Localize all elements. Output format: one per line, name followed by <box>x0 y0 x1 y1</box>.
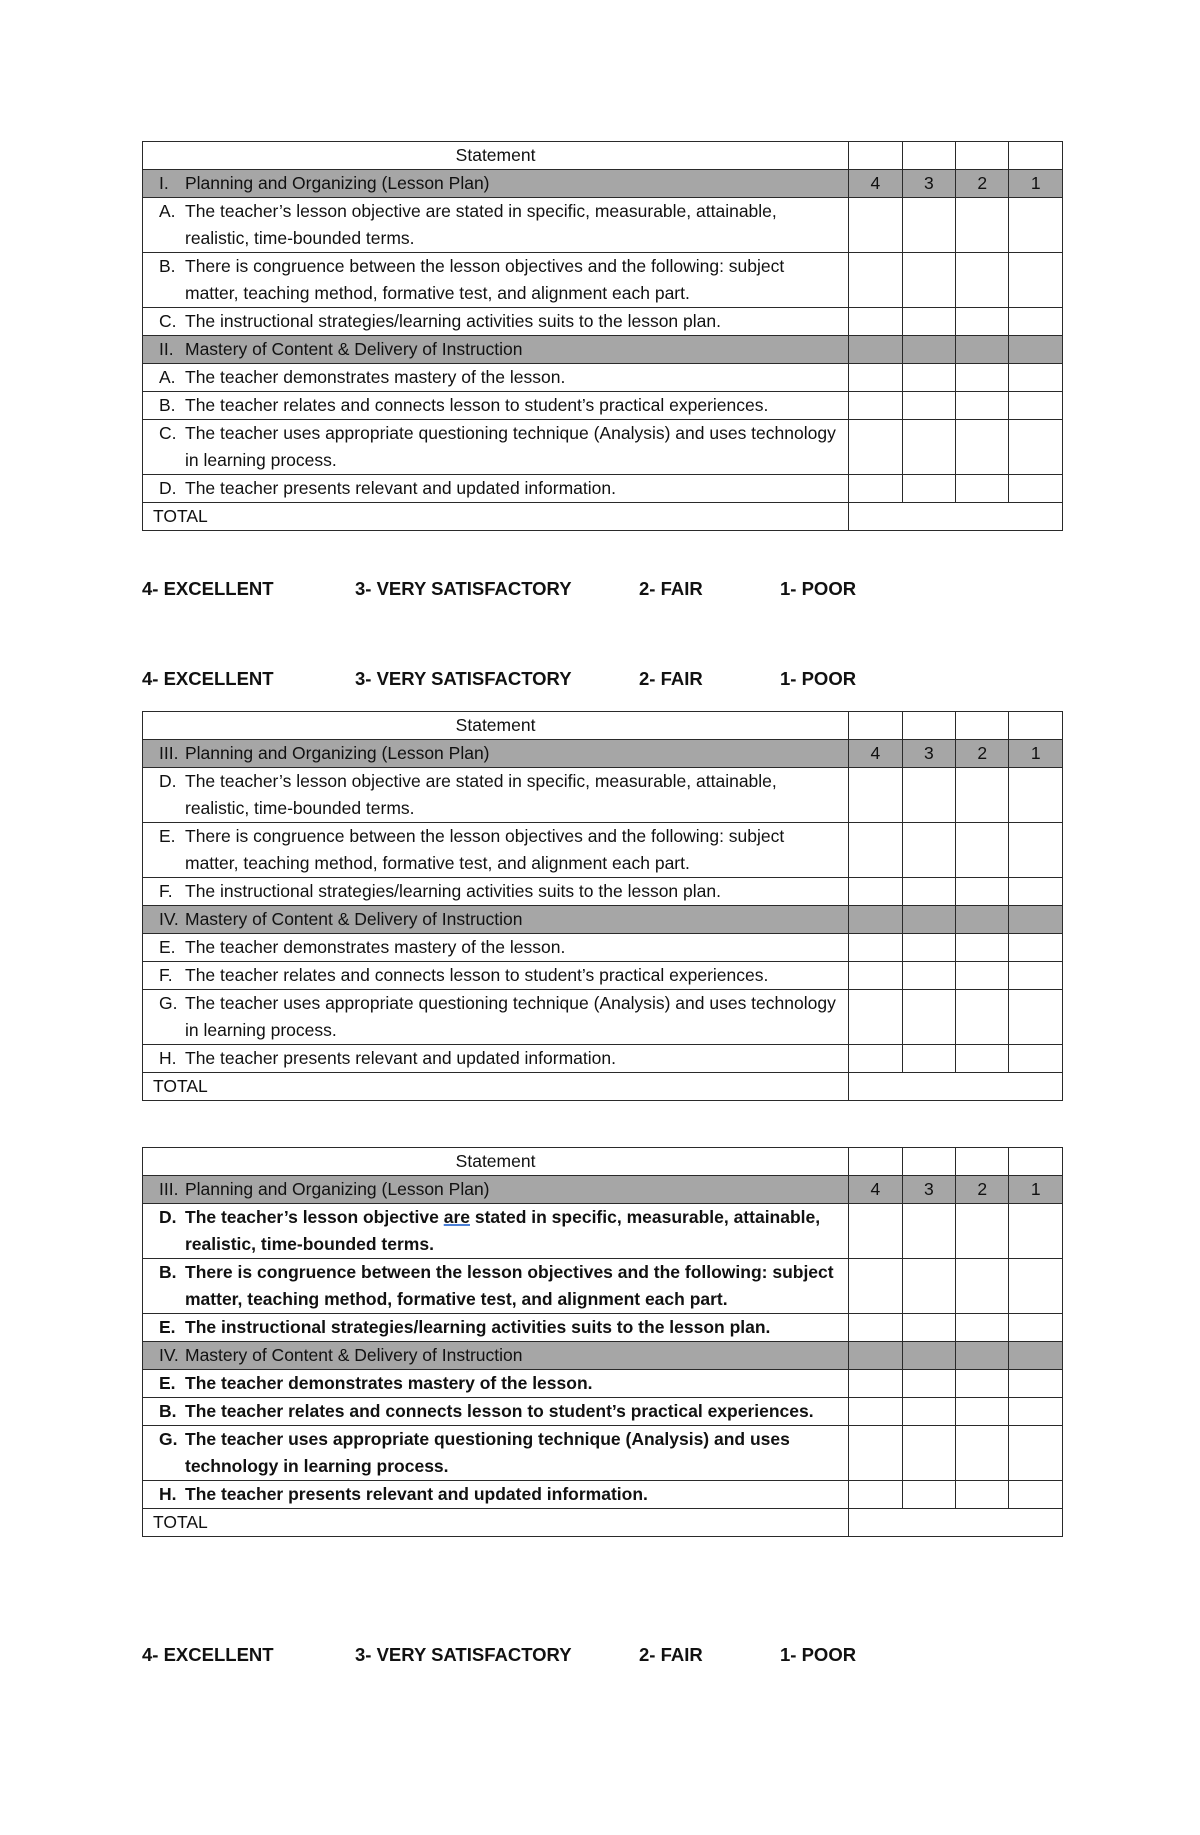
item-text: The teacher demonstrates mastery of the lesson. <box>185 1373 593 1393</box>
legend-poor: 1- POOR <box>780 1644 857 1665</box>
rating-cell[interactable] <box>849 962 902 990</box>
legend-fair: 2- FAIR <box>639 1644 703 1665</box>
total-value-cell[interactable] <box>849 1509 1063 1537</box>
item-letter: F. <box>159 965 173 985</box>
rating-cell[interactable] <box>902 962 955 990</box>
item-letter: H. <box>159 1484 177 1504</box>
item-text: The teacher’s lesson objective are stated in specific, measurable, attainable, realistic, time-bounded terms. <box>185 201 777 248</box>
scale-4: 4 <box>849 1176 902 1204</box>
section-row <box>143 1176 1063 1204</box>
item-letter: B. <box>159 395 176 415</box>
item-letter: G. <box>159 993 178 1013</box>
rating-cell[interactable] <box>1009 1426 1063 1481</box>
item-letter: A. <box>159 367 176 387</box>
table-row <box>143 1259 1063 1314</box>
header-blank-cell <box>902 142 955 170</box>
item-text-start: The teacher’s lesson objective <box>185 1207 444 1227</box>
rating-cell[interactable] <box>849 1370 902 1398</box>
scale-3: 3 <box>902 170 955 198</box>
evaluation-table-3 <box>142 1147 1063 1537</box>
rating-cell[interactable] <box>1009 990 1063 1045</box>
header-blank-cell <box>1009 142 1063 170</box>
item-text: The teacher’s lesson objective are stated in specific, measurable, attainable, realistic, time-bounded terms. <box>185 771 777 818</box>
rating-cell[interactable] <box>849 1481 902 1509</box>
table-row <box>143 878 1063 906</box>
scale-1: 1 <box>1009 170 1063 198</box>
rating-cell[interactable] <box>956 364 1009 392</box>
header-blank-cell <box>902 712 955 740</box>
item-letter: D. <box>159 1207 177 1227</box>
rating-cell[interactable] <box>902 420 955 475</box>
rating-cell[interactable] <box>1009 1370 1063 1398</box>
item-letter: D. <box>159 478 177 498</box>
rating-cell[interactable] <box>956 1204 1009 1259</box>
header-blank-cell <box>1009 712 1063 740</box>
table-row <box>143 823 1063 878</box>
section-title: Mastery of Content & Delivery of Instruction <box>185 909 523 929</box>
total-row <box>143 1509 1063 1537</box>
section-title: Planning and Organizing (Lesson Plan) <box>185 743 490 763</box>
header-statement: Statement <box>143 142 849 170</box>
table-row <box>143 1426 1063 1481</box>
rating-cell[interactable] <box>956 823 1009 878</box>
rating-cell[interactable] <box>1009 364 1063 392</box>
section-number: IV. <box>159 1345 179 1365</box>
rating-cell[interactable] <box>1009 1045 1063 1073</box>
item-text: The teacher demonstrates mastery of the lesson. <box>185 367 566 387</box>
scale-3: 3 <box>902 1176 955 1204</box>
header-blank-cell <box>956 142 1009 170</box>
rating-cell[interactable] <box>956 420 1009 475</box>
header-statement: Statement <box>143 1148 849 1176</box>
table-row <box>143 253 1063 308</box>
rating-cell[interactable] <box>902 1481 955 1509</box>
rating-cell[interactable] <box>1009 420 1063 475</box>
rating-cell[interactable] <box>1009 1314 1063 1342</box>
scale-4: 4 <box>849 170 902 198</box>
item-text: The teacher uses appropriate questioning technique (Analysis) and uses technology in learning process. <box>185 1429 790 1476</box>
scale-3: 3 <box>902 740 955 768</box>
table-row <box>143 364 1063 392</box>
item-letter: F. <box>159 881 173 901</box>
rating-cell[interactable] <box>1009 962 1063 990</box>
table-header-row <box>143 712 1063 740</box>
item-text: The teacher presents relevant and updated information. <box>185 1048 616 1068</box>
item-letter: C. <box>159 311 177 331</box>
section-number: III. <box>159 743 179 763</box>
header-blank-cell <box>849 1148 902 1176</box>
rating-cell[interactable] <box>1009 823 1063 878</box>
rating-cell[interactable] <box>1009 198 1063 253</box>
scale-2: 2 <box>956 740 1009 768</box>
rating-cell[interactable] <box>902 392 955 420</box>
table-row <box>143 475 1063 503</box>
rating-cell[interactable] <box>956 1314 1009 1342</box>
item-text-end: stated in specific, measurable, attainable, realistic, time-bounded terms. <box>185 1207 821 1254</box>
item-letter: E. <box>159 937 176 957</box>
rating-cell[interactable] <box>956 990 1009 1045</box>
rating-cell[interactable] <box>849 198 902 253</box>
legend-very-satisfactory: 3- VERY SATISFACTORY <box>355 668 572 689</box>
item-letter: H. <box>159 1048 177 1068</box>
legend-poor: 1- POOR <box>780 668 857 689</box>
scale-4: 4 <box>849 740 902 768</box>
rating-cell[interactable] <box>902 253 955 308</box>
evaluation-table-2 <box>142 711 1063 1101</box>
rating-cell[interactable] <box>902 1398 955 1426</box>
item-text: There is congruence between the lesson objectives and the following: subject matter, teaching method, formative test, and alignment each part. <box>185 1262 834 1309</box>
rating-cell[interactable] <box>849 934 902 962</box>
rating-cell[interactable] <box>902 878 955 906</box>
table-row <box>143 962 1063 990</box>
table-row <box>143 1398 1063 1426</box>
table-row <box>143 392 1063 420</box>
rating-cell[interactable] <box>956 475 1009 503</box>
section-title: Planning and Organizing (Lesson Plan) <box>185 173 490 193</box>
scale-2: 2 <box>956 170 1009 198</box>
rating-cell[interactable] <box>956 1045 1009 1073</box>
item-text: The teacher relates and connects lesson to student’s practical experiences. <box>185 1401 814 1421</box>
rating-cell[interactable] <box>849 990 902 1045</box>
item-letter: B. <box>159 1262 177 1282</box>
rating-cell[interactable] <box>1009 878 1063 906</box>
header-blank-cell <box>1009 1148 1063 1176</box>
total-row <box>143 1073 1063 1101</box>
rating-cell[interactable] <box>902 823 955 878</box>
table-header-row <box>143 142 1063 170</box>
header-statement: Statement <box>143 712 849 740</box>
legend-very-satisfactory: 3- VERY SATISFACTORY <box>355 578 572 599</box>
section-title: Mastery of Content & Delivery of Instruction <box>185 1345 523 1365</box>
rating-cell[interactable] <box>956 253 1009 308</box>
rating-cell[interactable] <box>849 364 902 392</box>
rating-cell[interactable] <box>1009 253 1063 308</box>
rating-cell[interactable] <box>902 1259 955 1314</box>
item-text: The teacher relates and connects lesson to student’s practical experiences. <box>185 965 769 985</box>
section-number: II. <box>159 339 174 359</box>
rating-cell[interactable] <box>902 1045 955 1073</box>
item-text: The teacher uses appropriate questioning technique (Analysis) and uses technology in learning process. <box>185 423 836 470</box>
evaluation-table-1 <box>142 141 1063 531</box>
rating-cell[interactable] <box>956 392 1009 420</box>
rating-cell[interactable] <box>902 990 955 1045</box>
rating-cell[interactable] <box>849 253 902 308</box>
item-letter: G. <box>159 1429 178 1449</box>
item-text: There is congruence between the lesson objectives and the following: subject matter, teaching method, formative test, and alignment each part. <box>185 826 785 873</box>
section-row <box>143 170 1063 198</box>
item-text: The instructional strategies/learning activities suits to the lesson plan. <box>185 311 721 331</box>
rating-cell[interactable] <box>1009 1398 1063 1426</box>
rating-cell[interactable] <box>902 1204 955 1259</box>
item-letter: A. <box>159 201 176 221</box>
legend-fair: 2- FAIR <box>639 578 703 599</box>
rating-cell[interactable] <box>956 308 1009 336</box>
item-text: The instructional strategies/learning activities suits to the lesson plan. <box>185 881 721 901</box>
legend-excellent: 4- EXCELLENT <box>142 668 274 689</box>
total-value-cell[interactable] <box>849 503 1063 531</box>
item-letter: C. <box>159 423 177 443</box>
rating-cell[interactable] <box>1009 934 1063 962</box>
item-text: The teacher uses appropriate questioning technique (Analysis) and uses technology in learning process. <box>185 993 836 1040</box>
section-row <box>143 740 1063 768</box>
rating-cell[interactable] <box>956 198 1009 253</box>
rating-cell[interactable] <box>956 962 1009 990</box>
legend-poor: 1- POOR <box>780 578 857 599</box>
rating-cell[interactable] <box>849 475 902 503</box>
legend-excellent: 4- EXCELLENT <box>142 1644 274 1665</box>
rating-cell[interactable] <box>1009 1259 1063 1314</box>
rating-cell[interactable] <box>902 308 955 336</box>
rating-cell[interactable] <box>902 768 955 823</box>
rating-cell[interactable] <box>849 392 902 420</box>
total-label: TOTAL <box>143 503 849 531</box>
item-text: The teacher presents relevant and updated information. <box>185 478 616 498</box>
rating-cell[interactable] <box>902 475 955 503</box>
rating-cell[interactable] <box>956 768 1009 823</box>
rating-cell[interactable] <box>956 1370 1009 1398</box>
item-letter: B. <box>159 256 176 276</box>
rating-cell[interactable] <box>1009 768 1063 823</box>
item-letter: D. <box>159 771 177 791</box>
rating-cell[interactable] <box>1009 392 1063 420</box>
item-letter: E. <box>159 826 176 846</box>
table-row <box>143 420 1063 475</box>
table-row <box>143 1045 1063 1073</box>
legend-excellent: 4- EXCELLENT <box>142 578 274 599</box>
rating-cell[interactable] <box>956 934 1009 962</box>
rating-cell[interactable] <box>902 1426 955 1481</box>
section-number: III. <box>159 1179 179 1199</box>
scale-2: 2 <box>956 1176 1009 1204</box>
table-row <box>143 990 1063 1045</box>
table-row <box>143 768 1063 823</box>
header-blank-cell <box>956 712 1009 740</box>
rating-cell[interactable] <box>1009 308 1063 336</box>
total-label: TOTAL <box>143 1509 849 1537</box>
legend-very-satisfactory: 3- VERY SATISFACTORY <box>355 1644 572 1665</box>
item-letter: E. <box>159 1373 176 1393</box>
item-text: The instructional strategies/learning activities suits to the lesson plan. <box>185 1317 771 1337</box>
rating-cell[interactable] <box>956 878 1009 906</box>
rating-cell[interactable] <box>902 1314 955 1342</box>
header-blank-cell <box>849 142 902 170</box>
rating-cell[interactable] <box>956 1426 1009 1481</box>
rating-cell[interactable] <box>849 1204 902 1259</box>
spellcheck-marked-word[interactable]: are <box>443 1207 470 1227</box>
total-value-cell[interactable] <box>849 1073 1063 1101</box>
item-text: There is congruence between the lesson objectives and the following: subject matter, teaching method, formative test, and alignment each part. <box>185 256 785 303</box>
rating-cell[interactable] <box>849 420 902 475</box>
rating-cell[interactable] <box>902 1370 955 1398</box>
rating-cell[interactable] <box>849 878 902 906</box>
rating-cell[interactable] <box>956 1481 1009 1509</box>
scale-1: 1 <box>1009 740 1063 768</box>
rating-cell[interactable] <box>1009 475 1063 503</box>
table-row <box>143 1370 1063 1398</box>
section-number: I. <box>159 173 169 193</box>
rating-cell[interactable] <box>849 1426 902 1481</box>
table-header-row <box>143 1148 1063 1176</box>
total-label: TOTAL <box>143 1073 849 1101</box>
rating-cell[interactable] <box>849 1259 902 1314</box>
rating-cell[interactable] <box>902 934 955 962</box>
header-blank-cell <box>849 712 902 740</box>
section-row <box>143 1342 1063 1370</box>
table-row <box>143 934 1063 962</box>
table-row <box>143 1204 1063 1259</box>
rating-cell[interactable] <box>902 198 955 253</box>
rating-cell[interactable] <box>849 1314 902 1342</box>
rating-cell[interactable] <box>956 1259 1009 1314</box>
legend-fair: 2- FAIR <box>639 668 703 689</box>
table-row <box>143 198 1063 253</box>
item-text: The teacher demonstrates mastery of the lesson. <box>185 937 566 957</box>
section-number: IV. <box>159 909 179 929</box>
scale-1: 1 <box>1009 1176 1063 1204</box>
rating-cell[interactable] <box>1009 1481 1063 1509</box>
item-letter: E. <box>159 1317 176 1337</box>
item-text: The teacher relates and connects lesson to student’s practical experiences. <box>185 395 769 415</box>
rating-cell[interactable] <box>849 1398 902 1426</box>
section-row <box>143 906 1063 934</box>
rating-cell[interactable] <box>849 768 902 823</box>
item-text: The teacher presents relevant and updated information. <box>185 1484 648 1504</box>
rating-cell[interactable] <box>902 364 955 392</box>
header-blank-cell <box>956 1148 1009 1176</box>
section-row <box>143 336 1063 364</box>
section-title: Planning and Organizing (Lesson Plan) <box>185 1179 490 1199</box>
rating-cell[interactable] <box>1009 1204 1063 1259</box>
table-row <box>143 1481 1063 1509</box>
table-row <box>143 308 1063 336</box>
item-text <box>185 1204 842 1258</box>
rating-cell[interactable] <box>956 1398 1009 1426</box>
rating-cell[interactable] <box>849 823 902 878</box>
rating-cell[interactable] <box>849 1045 902 1073</box>
rating-cell[interactable] <box>849 308 902 336</box>
total-row <box>143 503 1063 531</box>
section-title: Mastery of Content & Delivery of Instruction <box>185 339 523 359</box>
table-row <box>143 1314 1063 1342</box>
header-blank-cell <box>902 1148 955 1176</box>
item-letter: B. <box>159 1401 177 1421</box>
